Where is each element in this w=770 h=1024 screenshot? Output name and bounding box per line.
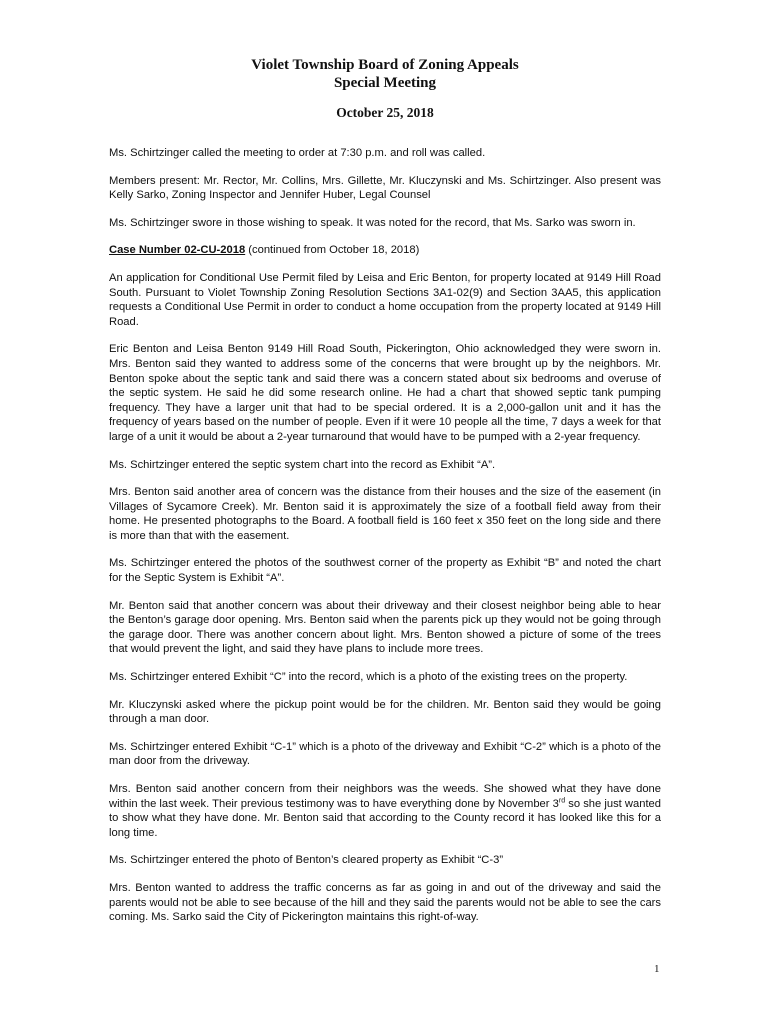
paragraph-pickup-point: Mr. Kluczynski asked where the pickup point would be for the children. Mr. Benton said they would be going through a man door. [109,698,661,726]
case-continued-note: (continued from October 18, 2018) [245,244,420,257]
paragraph-exhibit-c1-c2: Ms. Schirtzinger entered Exhibit “C-1” which is a photo of the driveway and Exhibit “C-2” which is a photo of the man door from the driveway. [109,740,661,768]
case-number: Case Number 02-CU-2018 [109,244,246,257]
document-body [109,146,661,938]
page-number: 1 [654,963,660,975]
paragraph-exhibit-a: Ms. Schirtzinger entered the septic system chart into the record as Exhibit “A”. [109,458,496,471]
document-subtitle: Special Meeting [333,75,437,91]
ordinal-suffix: rd [558,796,566,804]
weeds-text-part2: so she just wanted to show what they have done. Mr. Benton said that according to the County record it has looked like this for a long time. [109,797,661,839]
paragraph-traffic: Mrs. Benton wanted to address the traffic concerns as far as going in and out of the driveway and said the parents would not be able to see because of the hill and they said the parents would not be able to see the cars coming. Ms. Sarko said the City of Pickerington maintains this right-of-way. [109,881,661,924]
paragraph-easement: Mrs. Benton said another area of concern was the distance from their houses and the size of the easement (in Villages of Sycamore Creek). Mr. Benton said it is approximately the size of a football field away from their home. He presented photographs to the Board. A football field is 160 feet x 350 feet on the long side and there is more than that with the easement. [109,486,661,542]
paragraph-weeds [109,782,661,840]
paragraph-call-to-order: Ms. Schirtzinger called the meeting to order at 7:30 p.m. and roll was called. [109,147,486,159]
paragraph-swearing-in: Ms. Schirtzinger swore in those wishing to speak. It was noted for the record, that Ms. Sarko was sworn in. [109,216,636,229]
paragraph-application: An application for Conditional Use Permit filed by Leisa and Eric Benton, for property located at 9149 Hill Road South. Pursuant to Violet Township Zoning Resolution Sections 3A1-02(9) and Section 3AA5, this application requests a Conditional Use Permit in order to conduct a home occupation from the property located at 9149 Hill Road. [109,271,661,328]
meeting-date: October 25, 2018 [336,105,434,120]
paragraph-septic-testimony: Eric Benton and Leisa Benton 9149 Hill Road South, Pickerington, Ohio acknowledged they were sworn in. Mrs. Benton said they wanted to address some of the concerns that were brought up by the neighbors. Mr. Benton spoke about the septic tank and said there was a concern stated about six bedrooms and overuse of the septic system. He said he did some research online. He had a chart that showed septic tank pumping frequency. They have a larger unit that had to be special ordered. It is a 2,000-gallon unit and it has the frequency of years based on the number of people. Even if it were 10 people all the time, 7 days a week for that large of a unit it would be about a 2-year turnaround that would have to be pumped with a 2-year frequency. [109,343,661,443]
paragraph-exhibit-c: Ms. Schirtzinger entered Exhibit “C” into the record, which is a photo of the existing trees on the property. [109,671,628,684]
paragraph-exhibit-c3: Ms. Schirtzinger entered the photo of Benton’s cleared property as Exhibit “C-3” [109,854,504,867]
paragraph-members-present: Members present: Mr. Rector, Mr. Collins, Mrs. Gillette, Mr. Kluczynski and Ms. Schirtzinger. Also present was Kelly Sarko, Zoning Inspector and Jennifer Huber, Legal Counsel [109,174,661,202]
paragraph-exhibit-b: Ms. Schirtzinger entered the photos of the southwest corner of the property as Exhibit “B” and noted the chart for the Septic System is Exhibit “A”. [109,557,661,585]
case-heading [109,243,661,258]
document-title: Violet Township Board of Zoning Appeals [251,57,519,73]
weeds-text-part1: Mrs. Benton said another concern from their neighbors was the weeds. She showed what they have done within the last week. Their previous testimony was to have everything done by November 3 [109,783,661,810]
document-header [0,56,770,121]
paragraph-driveway: Mr. Benton said that another concern was about their driveway and their closest neighbor being able to hear the Benton’s garage door opening. Mrs. Benton said when the parents pick up they would not be going through the garage door. There was another concern about light. Mrs. Benton showed a picture of some of the trees that would prevent the light, and said they have plans to include more trees. [109,599,661,656]
